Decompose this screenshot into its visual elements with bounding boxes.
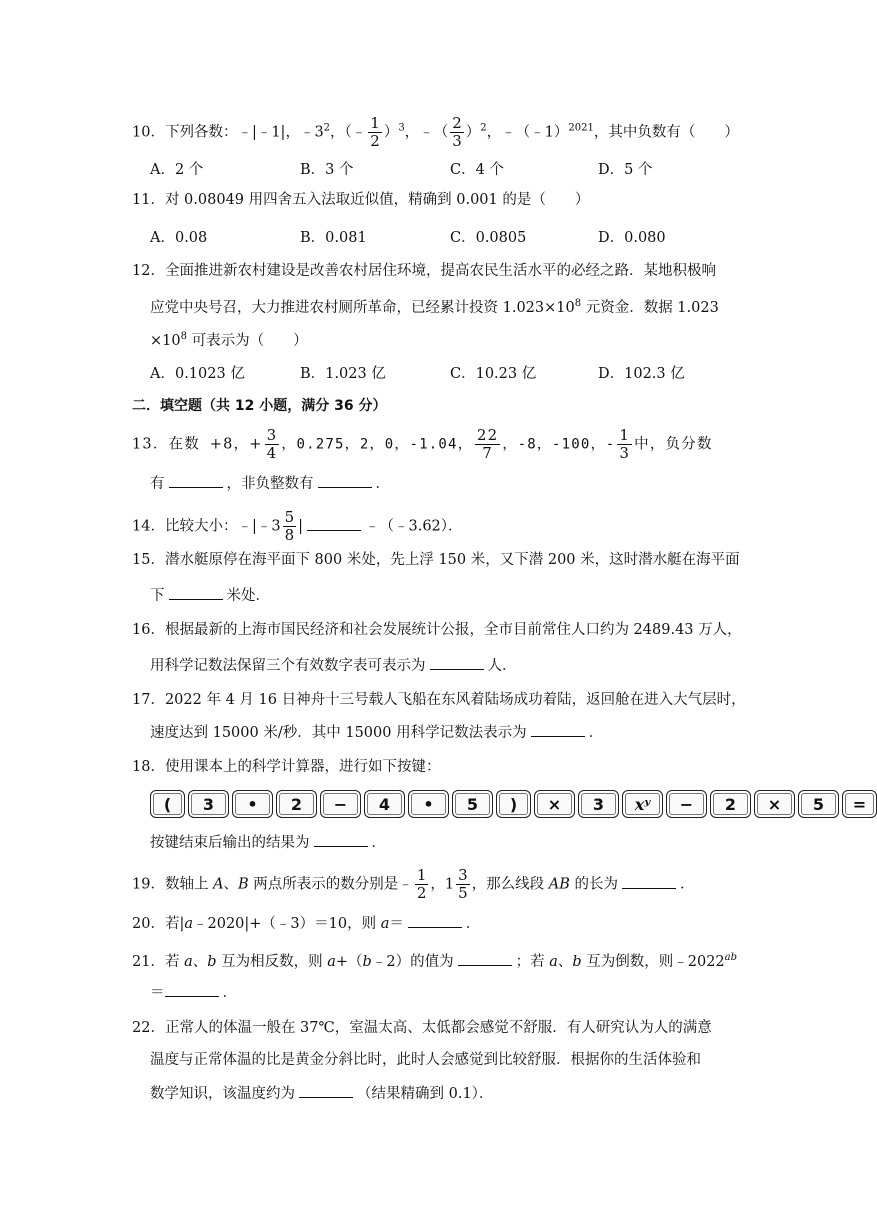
q11-option-a: A．0.08 bbox=[150, 230, 208, 246]
q13-line2-b: ，非负整数有 bbox=[226, 476, 314, 492]
q21-text-d: +（ bbox=[335, 953, 363, 970]
q22-line3 bbox=[150, 1083, 493, 1104]
q14-text-c: ﹣（﹣3.62）． bbox=[365, 518, 463, 535]
key-2: 2 bbox=[710, 790, 751, 818]
key-minus: − bbox=[666, 790, 707, 818]
q13-fraction-3 bbox=[617, 428, 632, 461]
q10-f2-num: 2 bbox=[452, 114, 462, 132]
key-close-paren: ) bbox=[496, 790, 531, 818]
q21-text-h: 互为倒数，则﹣2022 bbox=[581, 953, 725, 970]
q11-option-c: C．0.0805 bbox=[450, 230, 527, 246]
q15-line2 bbox=[150, 585, 270, 606]
q19-f1-den: 2 bbox=[416, 884, 427, 902]
q10-option-c: C．4 个 bbox=[450, 162, 504, 178]
q19-text-d: ，1 bbox=[430, 876, 455, 893]
q19-text-a: 19．数轴上 bbox=[132, 876, 214, 893]
q19-text-e: ，那么线段 bbox=[471, 876, 549, 893]
q20-text-d: ． bbox=[465, 916, 481, 932]
q10-sup-f: 2021 bbox=[568, 122, 594, 134]
q19-text-c: 两点所表示的数分别是﹣ bbox=[248, 876, 413, 893]
answer-blank[interactable] bbox=[307, 516, 361, 531]
q21-text-a: 21．若 bbox=[132, 953, 185, 970]
q19-f2-den: 5 bbox=[458, 884, 468, 902]
q13-f1-den: 4 bbox=[266, 444, 278, 462]
q14-f-num: 5 bbox=[284, 508, 295, 526]
q10-text-f: ，﹣（﹣1） bbox=[486, 124, 569, 141]
q21-var: a bbox=[184, 953, 193, 970]
q17-line1: 17．2022 年 4 月 16 日神舟十三号载人飞船在东风着陆场成功着陆，返回舱在进入大气层时， bbox=[132, 692, 746, 708]
q20-var: a bbox=[184, 916, 193, 932]
q14-line bbox=[132, 510, 463, 543]
q18-line2-a: 按键结束后输出的结果为 bbox=[150, 835, 310, 851]
key-5: 5 bbox=[798, 790, 839, 818]
q21-var: b bbox=[572, 953, 582, 970]
q10-option-a: A．2 个 bbox=[150, 162, 204, 178]
q13-line2 bbox=[150, 473, 390, 494]
q21-text-f: ；若 bbox=[515, 953, 550, 970]
q10-fraction-1 bbox=[368, 116, 382, 149]
q11-stem: 11．对 0.08049 用四舍五入法取近似值，精确到 0.001 的是（ ） bbox=[132, 192, 590, 208]
q10-f1-num: 1 bbox=[370, 114, 380, 132]
q11-option-d: D．0.080 bbox=[598, 230, 666, 246]
q17-line2-b: ． bbox=[588, 725, 604, 741]
q13-text-b: ，0.275，2，0，-1.04， bbox=[281, 436, 473, 453]
q13-f3-den: 3 bbox=[619, 444, 631, 462]
q20-text-a: 20．若| bbox=[132, 916, 185, 932]
q12-line3-sup: 8 bbox=[180, 331, 187, 342]
q17-line2 bbox=[150, 722, 603, 743]
q20-text-c: ＝ bbox=[389, 916, 404, 932]
q14-text-a: 14．比较大小：﹣|﹣3 bbox=[132, 518, 281, 535]
q13-fraction-2 bbox=[475, 428, 501, 461]
q19-fraction-1 bbox=[415, 868, 429, 901]
q15-line1: 15．潜水艇原停在海平面下 800 米处，先上浮 150 米，又下潜 200 米，这时潜水艇在海平面 bbox=[132, 552, 740, 568]
q21-text-e: ﹣2）的值为 bbox=[371, 953, 454, 970]
q19-line bbox=[132, 868, 695, 901]
q21-line2-b: ． bbox=[222, 985, 237, 1001]
q19-segment: AB bbox=[548, 876, 570, 893]
q21-var: a bbox=[327, 953, 336, 970]
q20-line bbox=[132, 913, 480, 934]
q10-fraction-2 bbox=[450, 116, 464, 149]
key-open-paren: ( bbox=[150, 790, 185, 818]
key-multiply: × bbox=[754, 790, 795, 818]
q13-line1 bbox=[132, 428, 713, 461]
key-power: xʸ bbox=[622, 790, 663, 818]
q10-sup-c: 3 bbox=[398, 122, 405, 134]
q10-text-d: ，﹣（ bbox=[404, 124, 449, 141]
q19-fraction-2 bbox=[456, 868, 470, 901]
q10-text-g: ，其中负数有（ ） bbox=[593, 124, 739, 141]
q10-sup-a: 2 bbox=[323, 122, 331, 134]
answer-blank[interactable] bbox=[314, 832, 368, 847]
q12-line2-b: 元资金．数据 1.023 bbox=[581, 299, 719, 316]
q21-var: b bbox=[207, 953, 217, 970]
q13-text-c: ，-8，-100，- bbox=[502, 436, 616, 453]
q12-option-c: C．10.23 亿 bbox=[450, 366, 537, 382]
key-2: 2 bbox=[276, 790, 317, 818]
q11-option-b: B．0.081 bbox=[300, 230, 367, 246]
q19-text-b: 、 bbox=[223, 876, 239, 893]
answer-blank[interactable] bbox=[531, 722, 585, 737]
answer-blank[interactable] bbox=[169, 473, 223, 488]
q18-line1: 18．使用课本上的科学计算器，进行如下按键： bbox=[132, 759, 441, 775]
q16-line2-b: 人． bbox=[487, 658, 517, 674]
answer-blank[interactable] bbox=[408, 913, 462, 928]
key-5: 5 bbox=[452, 790, 493, 818]
q12-line3-b: 可表示为（ ） bbox=[186, 332, 308, 349]
key-3: 3 bbox=[188, 790, 229, 818]
q20-text-b: ﹣2020|+（﹣3）＝10，则 bbox=[193, 916, 381, 932]
q10-stem bbox=[132, 116, 739, 149]
q19-point-b: B bbox=[238, 876, 249, 893]
q13-f2-num: 22 bbox=[476, 426, 499, 444]
answer-blank[interactable] bbox=[458, 951, 512, 966]
q21-line1 bbox=[132, 948, 737, 972]
q21-var: a bbox=[549, 953, 558, 970]
q10-text-c: ） bbox=[383, 124, 399, 141]
q12-line3 bbox=[150, 327, 308, 351]
q10-option-d: D．5 个 bbox=[598, 162, 653, 178]
answer-blank[interactable] bbox=[318, 473, 372, 488]
q10-text-b: ，（﹣ bbox=[330, 124, 367, 141]
q21-var: b bbox=[362, 953, 372, 970]
calculator-key-sequence bbox=[150, 790, 877, 818]
q10-text-e: ） bbox=[465, 124, 481, 141]
q19-text-f: 的长为 bbox=[569, 876, 618, 893]
q21-line2 bbox=[150, 982, 237, 1003]
key-dot: • bbox=[408, 790, 449, 818]
q13-line2-c: ． bbox=[375, 476, 390, 492]
answer-blank[interactable] bbox=[622, 874, 676, 889]
q14-fraction bbox=[283, 510, 297, 543]
key-dot: • bbox=[232, 790, 273, 818]
q16-line1: 16．根据最新的上海市国民经济和社会发展统计公报，全市目前常住人口约为 2489.43 万人， bbox=[132, 622, 742, 638]
q21-line2-a: ＝ bbox=[150, 985, 165, 1001]
q22-line1: 22．正常人的体温一般在 37℃，室温太高、太低都会感觉不舒服．有人研究认为人的满意 bbox=[132, 1020, 712, 1036]
q12-option-a: A．0.1023 亿 bbox=[150, 366, 245, 382]
key-minus: − bbox=[320, 790, 361, 818]
q13-f2-den: 7 bbox=[482, 444, 494, 462]
q22-line2: 温度与正常体温的比是黄金分斜比时，此时人会感觉到比较舒服．根据你的生活体验和 bbox=[150, 1052, 701, 1068]
q22-line3-a: 数学知识，该温度约为 bbox=[150, 1086, 295, 1102]
q10-sup-e: 2 bbox=[480, 122, 487, 134]
q14-text-b: | bbox=[298, 518, 303, 535]
q12-line3-a: ×10 bbox=[150, 332, 181, 349]
q20-var2: a bbox=[380, 916, 390, 932]
answer-blank[interactable] bbox=[430, 655, 484, 670]
key-4: 4 bbox=[364, 790, 405, 818]
q12-line1: 12．全面推进新农村建设是改善农村居住环境，提高农民生活水平的必经之路．某地积极响 bbox=[132, 263, 716, 279]
q18-line2-b: ． bbox=[371, 835, 386, 851]
q13-line2-a: 有 bbox=[150, 476, 165, 492]
q12-option-b: B．1.023 亿 bbox=[300, 366, 386, 382]
q15-line2-b: 米处． bbox=[226, 588, 270, 604]
q16-line2-a: 用科学记数法保留三个有效数字表可表示为 bbox=[150, 658, 426, 674]
q21-exponent: ab bbox=[724, 952, 738, 963]
answer-blank[interactable] bbox=[299, 1083, 353, 1098]
q10-f1-den: 2 bbox=[370, 132, 380, 150]
q17-line2-a: 速度达到 15000 米/秒．其中 15000 用科学记数法表示为 bbox=[150, 725, 527, 741]
q19-text-g: ． bbox=[680, 876, 695, 893]
q13-text-a: 13．在数 +8，+ bbox=[132, 436, 263, 453]
q13-text-d: 中，负分数 bbox=[634, 436, 713, 453]
q16-line2 bbox=[150, 655, 517, 676]
q13-f1-num: 3 bbox=[266, 426, 278, 444]
q18-line2 bbox=[150, 832, 386, 853]
key-multiply: × bbox=[534, 790, 575, 818]
q19-f2-num: 3 bbox=[458, 866, 468, 884]
answer-blank[interactable] bbox=[169, 585, 223, 600]
q19-f1-num: 1 bbox=[416, 866, 427, 884]
q19-point-a: A bbox=[213, 876, 224, 893]
answer-blank[interactable] bbox=[165, 982, 219, 997]
q14-f-den: 8 bbox=[284, 526, 295, 544]
q21-text-b: 、 bbox=[192, 953, 208, 970]
q13-f3-num: 1 bbox=[619, 426, 631, 444]
q12-line2-sup: 8 bbox=[574, 298, 582, 309]
q12-line2 bbox=[150, 294, 719, 318]
key-3: 3 bbox=[578, 790, 619, 818]
q13-fraction-1 bbox=[265, 428, 280, 461]
q10-option-b: B．3 个 bbox=[300, 162, 354, 178]
q21-text-c: 互为相反数，则 bbox=[216, 953, 328, 970]
q21-text-g: 、 bbox=[557, 953, 573, 970]
key-equals: = bbox=[842, 790, 877, 818]
q12-option-d: D．102.3 亿 bbox=[598, 366, 685, 382]
q12-line2-a: 应党中央号召，大力推进农村厕所革命，已经累计投资 1.023×10 bbox=[150, 299, 575, 316]
q10-f2-den: 3 bbox=[452, 132, 462, 150]
section-heading: 二．填空题（共 12 小题，满分 36 分） bbox=[132, 398, 387, 414]
q10-text-a: 10．下列各数：﹣|﹣1|，﹣3 bbox=[132, 124, 324, 141]
q15-line2-a: 下 bbox=[150, 588, 165, 604]
q22-line3-b: （结果精确到 0.1）． bbox=[357, 1086, 494, 1102]
